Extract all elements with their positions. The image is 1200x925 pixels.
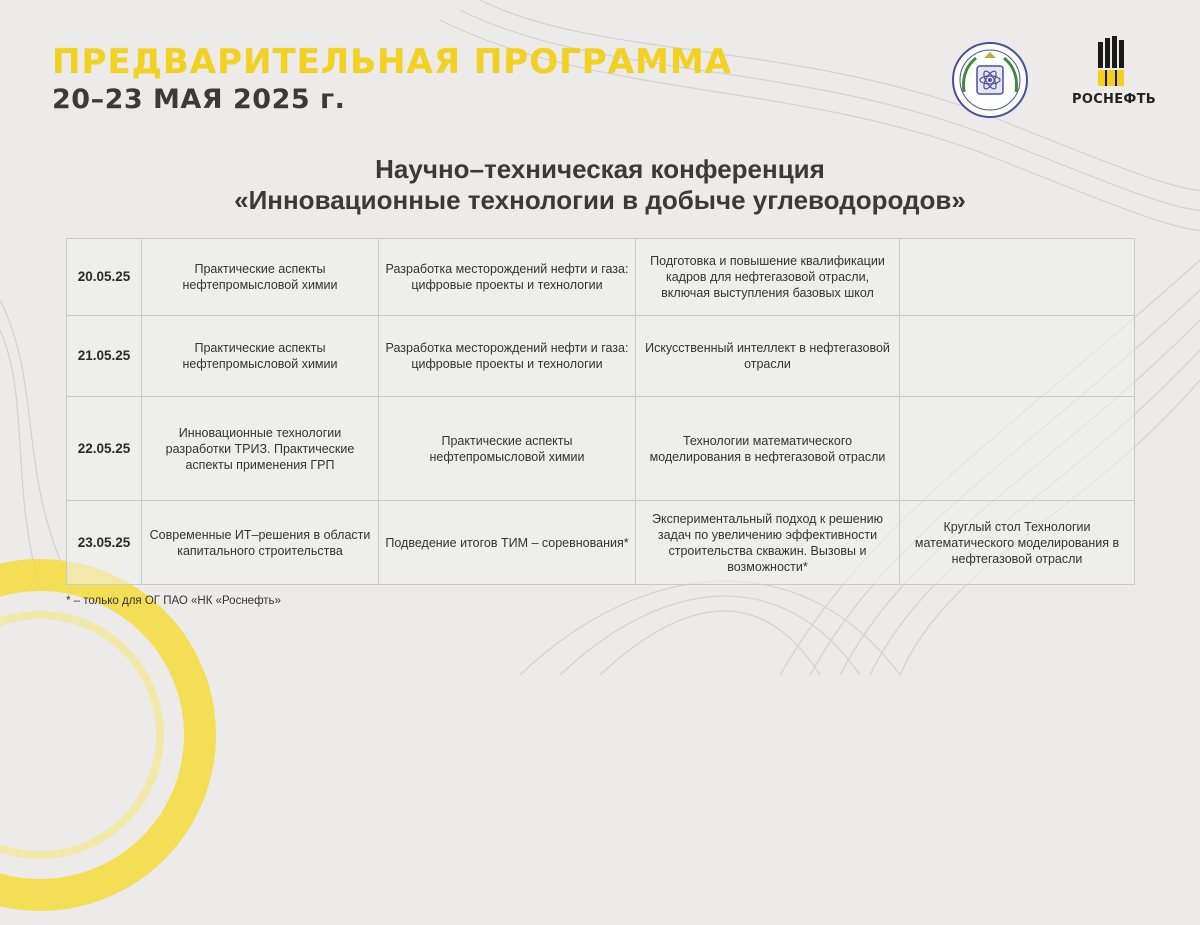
- schedule-row: [67, 501, 1135, 585]
- session-cell: [900, 239, 1135, 316]
- rosneft-logo-icon: [1096, 36, 1128, 88]
- session-cell: [900, 397, 1135, 501]
- program-title: ПРЕДВАРИТЕЛЬНАЯ ПРОГРАММА: [52, 42, 732, 82]
- schedule-row: [67, 397, 1135, 501]
- schedule-row: [67, 316, 1135, 397]
- session-cell: Подготовка и повышение квалификации кадров для нефтегазовой отрасли, включая выступления базовых школ: [636, 239, 900, 316]
- schedule-row: [67, 239, 1135, 316]
- date-range: 20–23 МАЯ 2025 г.: [52, 84, 346, 115]
- footnote: * – только для ОГ ПАО «НК «Роснефть»: [66, 595, 281, 607]
- conference-title: [0, 154, 1200, 216]
- schedule-date: 22.05.25: [67, 397, 142, 501]
- session-cell: Технологии математического моделирования в нефтегазовой отрасли: [636, 397, 900, 501]
- session-cell: Инновационные технологии разработки ТРИЗ. Практические аспекты применения ГРП: [142, 397, 379, 501]
- session-cell: Разработка месторождений нефти и газа: цифровые проекты и технологии: [379, 239, 636, 316]
- session-cell: Современные ИТ–решения в области капитального строительства: [142, 501, 379, 585]
- conference-title-line-1: Научно–техническая конференция: [375, 154, 825, 184]
- session-cell: Практические аспекты нефтепромысловой химии: [379, 397, 636, 501]
- schedule-table: [66, 238, 1135, 585]
- session-cell: Круглый стол Технологии математического моделирования в нефтегазовой отрасли: [900, 501, 1135, 585]
- session-cell: Практические аспекты нефтепромысловой химии: [142, 239, 379, 316]
- schedule-date: 23.05.25: [67, 501, 142, 585]
- schedule-date: 20.05.25: [67, 239, 142, 316]
- session-cell: [900, 316, 1135, 397]
- session-cell: Экспериментальный подход к решению задач по увеличению эффективности строительства скважин. Вызовы и возможности*: [636, 501, 900, 585]
- session-cell: Разработка месторождений нефти и газа: цифровые проекты и технологии: [379, 316, 636, 397]
- institute-emblem-icon: [950, 40, 1030, 120]
- schedule-date: 21.05.25: [67, 316, 142, 397]
- conference-title-line-2: «Инновационные технологии в добыче углеводородов»: [234, 185, 966, 215]
- rosneft-logo-text: РОСНЕФТЬ: [1072, 92, 1156, 107]
- session-cell: Практические аспекты нефтепромысловой химии: [142, 316, 379, 397]
- session-cell: Искусственный интеллект в нефтегазовой отрасли: [636, 316, 900, 397]
- session-cell: Подведение итогов ТИМ – соревнования*: [379, 501, 636, 585]
